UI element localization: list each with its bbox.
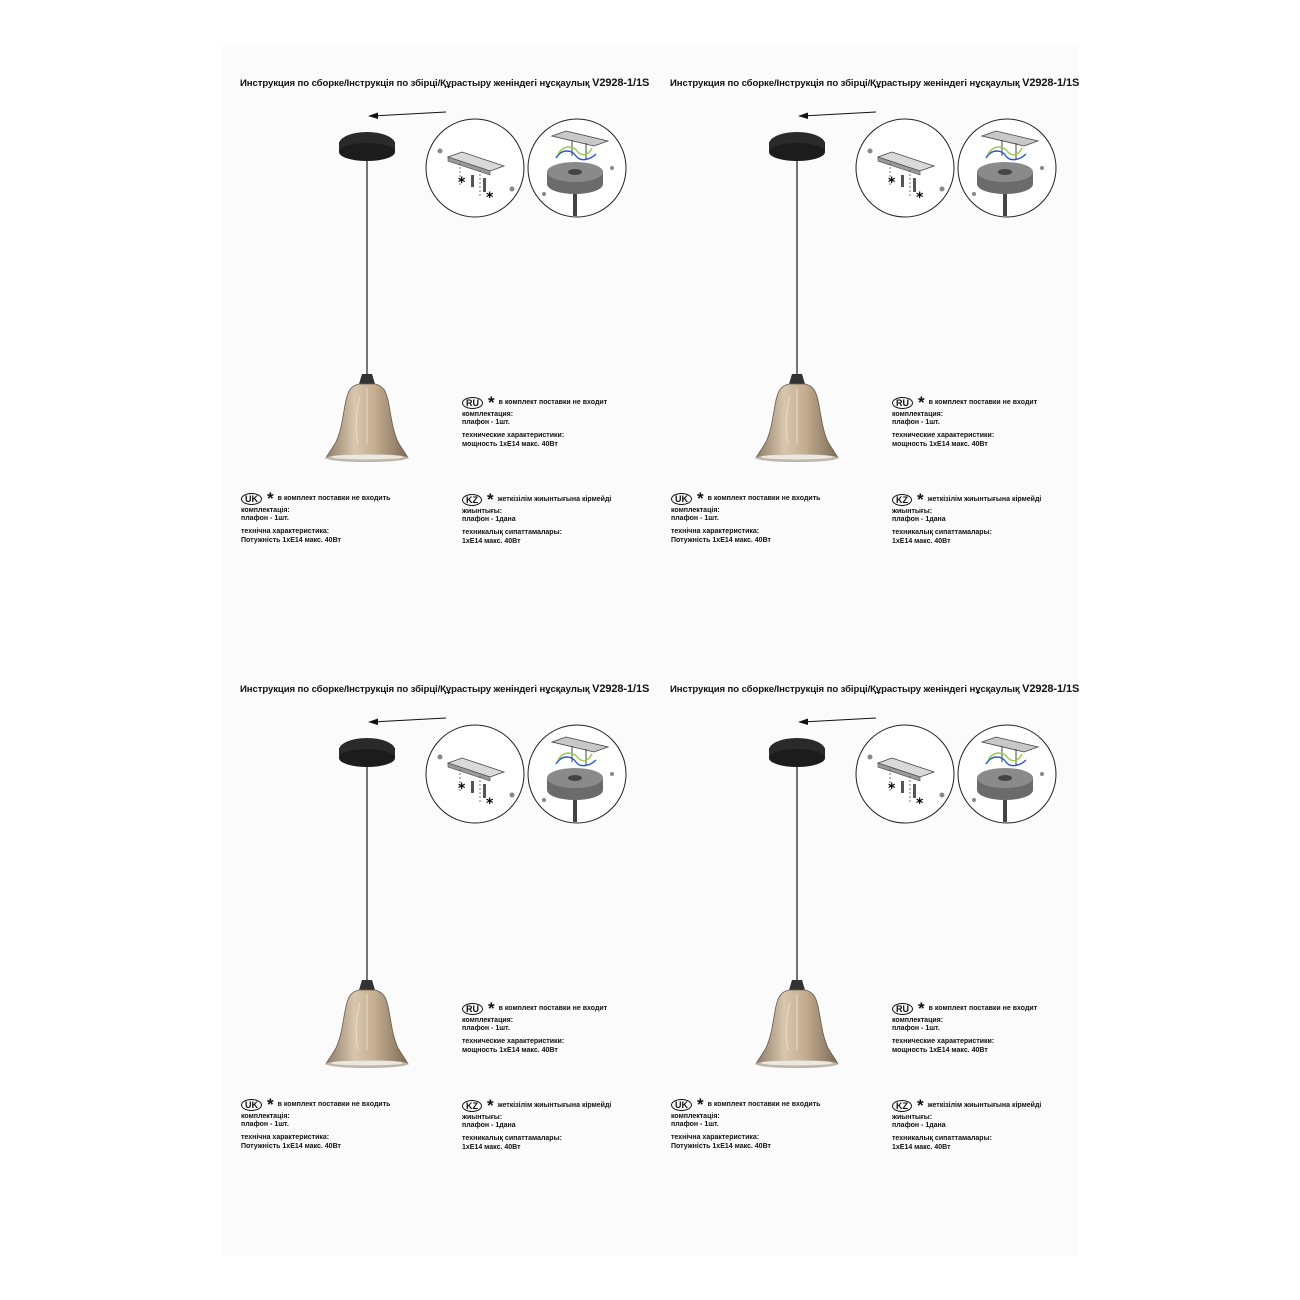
star-mark: * bbox=[488, 999, 495, 1018]
kz-info-block: KZ * жеткізілім жиынтығына кірмейді жиынтығы: плафон - 1дана техникалық сипаттамалары: 1хЕ14 макс. 40Вт bbox=[462, 1096, 612, 1151]
uk-badge: UK bbox=[671, 493, 692, 505]
ru-badge: RU bbox=[462, 397, 483, 409]
star-mark: * bbox=[487, 490, 494, 509]
star-mark: * bbox=[488, 393, 495, 412]
instruction-panel-2 bbox=[652, 44, 1082, 604]
instruction-title: Инструкция по сборке/Інструкція по збірці/Құрастыру женіндегі нұсқаулық V2928-1/1S bbox=[670, 683, 1080, 695]
star-mark: * bbox=[697, 1095, 704, 1114]
instruction-panel-1 bbox=[222, 44, 652, 604]
instruction-panel-3 bbox=[222, 650, 652, 1210]
kz-badge: KZ bbox=[892, 1100, 912, 1112]
star-mark: * bbox=[267, 489, 274, 508]
arrow-left-icon bbox=[368, 718, 446, 725]
star-mark: * bbox=[486, 796, 494, 812]
ru-badge: RU bbox=[892, 397, 913, 409]
ru-badge: RU bbox=[462, 1003, 483, 1015]
kz-info-block: KZ * жеткізілім жиынтығына кірмейді жиынтығы: плафон - 1дана техникалық сипаттамалары: 1хЕ14 макс. 40Вт bbox=[462, 490, 612, 545]
pendant-lamp-icon bbox=[756, 132, 838, 462]
uk-badge: UK bbox=[671, 1099, 692, 1111]
star-mark: * bbox=[487, 1096, 494, 1115]
kz-badge: KZ bbox=[462, 1100, 482, 1112]
mounting-bracket-icon bbox=[426, 119, 524, 217]
ru-info-block: RU * в комплект поставки не входит комплектация: плафон - 1шт. технические характеристики: мощность 1хЕ14 макс. 40Вт bbox=[892, 393, 1038, 448]
ru-info-block: RU * в комплект поставки не входит комплектация: плафон - 1шт. технические характеристики: мощность 1хЕ14 макс. 40Вт bbox=[462, 393, 608, 448]
arrow-left-icon bbox=[798, 718, 876, 725]
mounting-bracket-icon bbox=[856, 119, 954, 217]
model-number: V2928-1/1S bbox=[592, 683, 650, 695]
star-mark: * bbox=[917, 1096, 924, 1115]
kz-info-block: KZ * жеткізілім жиынтығына кірмейді жиынтығы: плафон - 1дана техникалық сипаттамалары: 1хЕ14 макс. 40Вт bbox=[892, 1096, 1042, 1151]
uk-info-block: UK * в комплект поставки не входить комплектація: плафон - 1шт. технічна характеристика: Потужність 1хЕ14 макс. 40Вт bbox=[241, 489, 391, 544]
uk-badge: UK bbox=[241, 1099, 262, 1111]
arrow-left-icon bbox=[798, 112, 876, 119]
uk-badge: UK bbox=[241, 493, 262, 505]
mounting-bracket-icon bbox=[426, 725, 524, 823]
star-mark: * bbox=[458, 175, 466, 191]
uk-info-block: UK * в комплект поставки не входить комплектація: плафон - 1шт. технічна характеристика: Потужність 1хЕ14 макс. 40Вт bbox=[671, 489, 821, 544]
instruction-title: Инструкция по сборке/Інструкція по збірці/Құрастыру женіндегі нұсқаулық V2928-1/1S bbox=[670, 77, 1080, 89]
uk-info-block: UK * в комплект поставки не входить комплектація: плафон - 1шт. технічна характеристика: Потужність 1хЕ14 макс. 40Вт bbox=[241, 1095, 391, 1150]
ru-badge: RU bbox=[892, 1003, 913, 1015]
star-mark: * bbox=[486, 190, 494, 206]
model-number: V2928-1/1S bbox=[1022, 683, 1080, 695]
mounting-bracket-icon bbox=[856, 725, 954, 823]
instruction-title: Инструкция по сборке/Інструкція по збірці/Құрастыру женіндегі нұсқаулық V2928-1/1S bbox=[240, 77, 650, 89]
star-mark: * bbox=[888, 781, 896, 797]
star-mark: * bbox=[267, 1095, 274, 1114]
star-mark: * bbox=[916, 796, 924, 812]
ru-info-block: RU * в комплект поставки не входит комплектация: плафон - 1шт. технические характеристики: мощность 1хЕ14 макс. 40Вт bbox=[892, 999, 1038, 1054]
star-mark: * bbox=[458, 781, 466, 797]
instruction-sheet bbox=[222, 44, 1078, 1256]
kz-info-block: KZ * жеткізілім жиынтығына кірмейді жиынтығы: плафон - 1дана техникалық сипаттамалары: 1хЕ14 макс. 40Вт bbox=[892, 490, 1042, 545]
star-mark: * bbox=[916, 190, 924, 206]
pendant-lamp-icon bbox=[326, 132, 408, 462]
model-number: V2928-1/1S bbox=[1022, 77, 1080, 89]
ceiling-canopy-icon bbox=[528, 119, 626, 217]
ceiling-canopy-icon bbox=[528, 725, 626, 823]
pendant-lamp-icon bbox=[326, 738, 408, 1068]
ceiling-canopy-icon bbox=[958, 725, 1056, 823]
kz-badge: KZ bbox=[462, 494, 482, 506]
star-mark: * bbox=[888, 175, 896, 191]
instruction-panel-4 bbox=[652, 650, 1082, 1210]
star-mark: * bbox=[917, 490, 924, 509]
pendant-lamp-icon bbox=[756, 738, 838, 1068]
kz-badge: KZ bbox=[892, 494, 912, 506]
ceiling-canopy-icon bbox=[958, 119, 1056, 217]
star-mark: * bbox=[918, 393, 925, 412]
arrow-left-icon bbox=[368, 112, 446, 119]
uk-info-block: UK * в комплект поставки не входить комплектація: плафон - 1шт. технічна характеристика: Потужність 1хЕ14 макс. 40Вт bbox=[671, 1095, 821, 1150]
ru-info-block: RU * в комплект поставки не входит комплектация: плафон - 1шт. технические характеристики: мощность 1хЕ14 макс. 40Вт bbox=[462, 999, 608, 1054]
star-mark: * bbox=[918, 999, 925, 1018]
model-number: V2928-1/1S bbox=[592, 77, 650, 89]
instruction-title: Инструкция по сборке/Інструкція по збірці/Құрастыру женіндегі нұсқаулық V2928-1/1S bbox=[240, 683, 650, 695]
star-mark: * bbox=[697, 489, 704, 508]
